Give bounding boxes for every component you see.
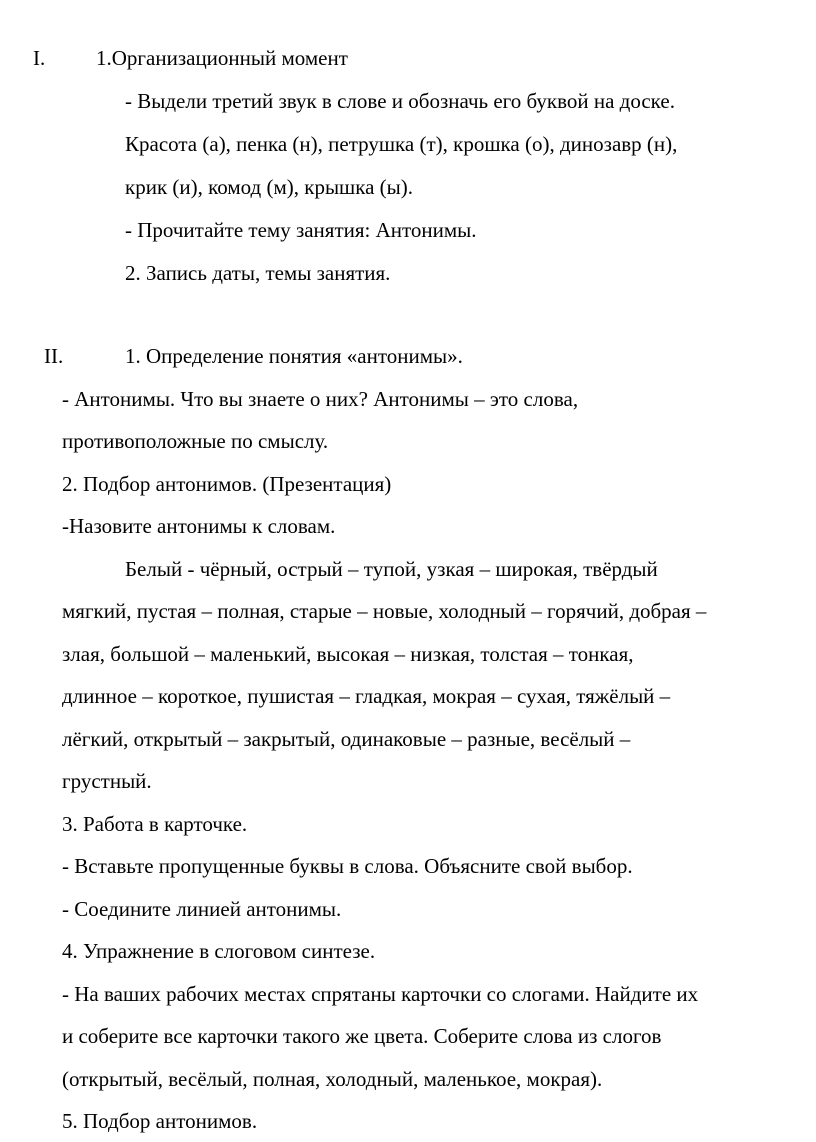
section-2-line: 4. Упражнение в слоговом синтезе.	[62, 939, 376, 963]
section-2-line: грустный.	[62, 769, 152, 793]
section-2-line: 3. Работа в карточке.	[62, 812, 248, 836]
section-1-line-5: 2. Запись даты, темы занятия.	[125, 261, 391, 285]
section-2-line: - Соедините линией антонимы.	[62, 897, 342, 921]
section-2-line: -Назовите антонимы к словам.	[62, 514, 336, 538]
section-2-line: - На ваших рабочих местах спрятаны карточки со слогами. Найдите их	[62, 982, 699, 1006]
section-1-line-1: - Выдели третий звук в слове и обозначь его буквой на доске.	[125, 89, 675, 113]
section-2-line: противоположные по смыслу.	[62, 429, 329, 453]
section-2-line: 2. Подбор антонимов. (Презентация)	[62, 472, 392, 496]
section-1-line-2: Красота (а), пенка (н), петрушка (т), крошка (о), динозавр (н),	[125, 132, 678, 156]
section-2-numeral: II.	[44, 344, 64, 368]
section-2-line: 5. Подбор антонимов.	[62, 1109, 258, 1133]
section-2-heading: 1. Определение понятия «антонимы».	[125, 344, 463, 368]
section-2-line: (открытый, весёлый, полная, холодный, маленькое, мокрая).	[62, 1067, 603, 1091]
section-1-line-4: - Прочитайте тему занятия: Антонимы.	[125, 218, 477, 242]
section-2-line: - Вставьте пропущенные буквы в слова. Объясните свой выбор.	[62, 854, 633, 878]
section-2-line: лёгкий, открытый – закрытый, одинаковые – разные, весёлый –	[62, 727, 631, 751]
section-2-line: длинное – короткое, пушистая – гладкая, мокрая – сухая, тяжёлый –	[62, 684, 671, 708]
section-2-line: злая, большой – маленький, высокая – низкая, толстая – тонкая,	[62, 642, 634, 666]
section-1-heading: 1.Организационный момент	[96, 46, 348, 70]
section-2-line: и соберите все карточки такого же цвета. Соберите слова из слогов	[62, 1024, 662, 1048]
section-2-line: Белый - чёрный, острый – тупой, узкая – широкая, твёрдый	[125, 557, 658, 581]
section-1-numeral: I.	[33, 46, 46, 70]
section-1-line-3: крик (и), комод (м), крышка (ы).	[125, 175, 414, 199]
section-2-line: мягкий, пустая – полная, старые – новые, холодный – горячий, добрая –	[62, 599, 707, 623]
section-2-line: - Антонимы. Что вы знаете о них? Антонимы – это слова,	[62, 387, 579, 411]
